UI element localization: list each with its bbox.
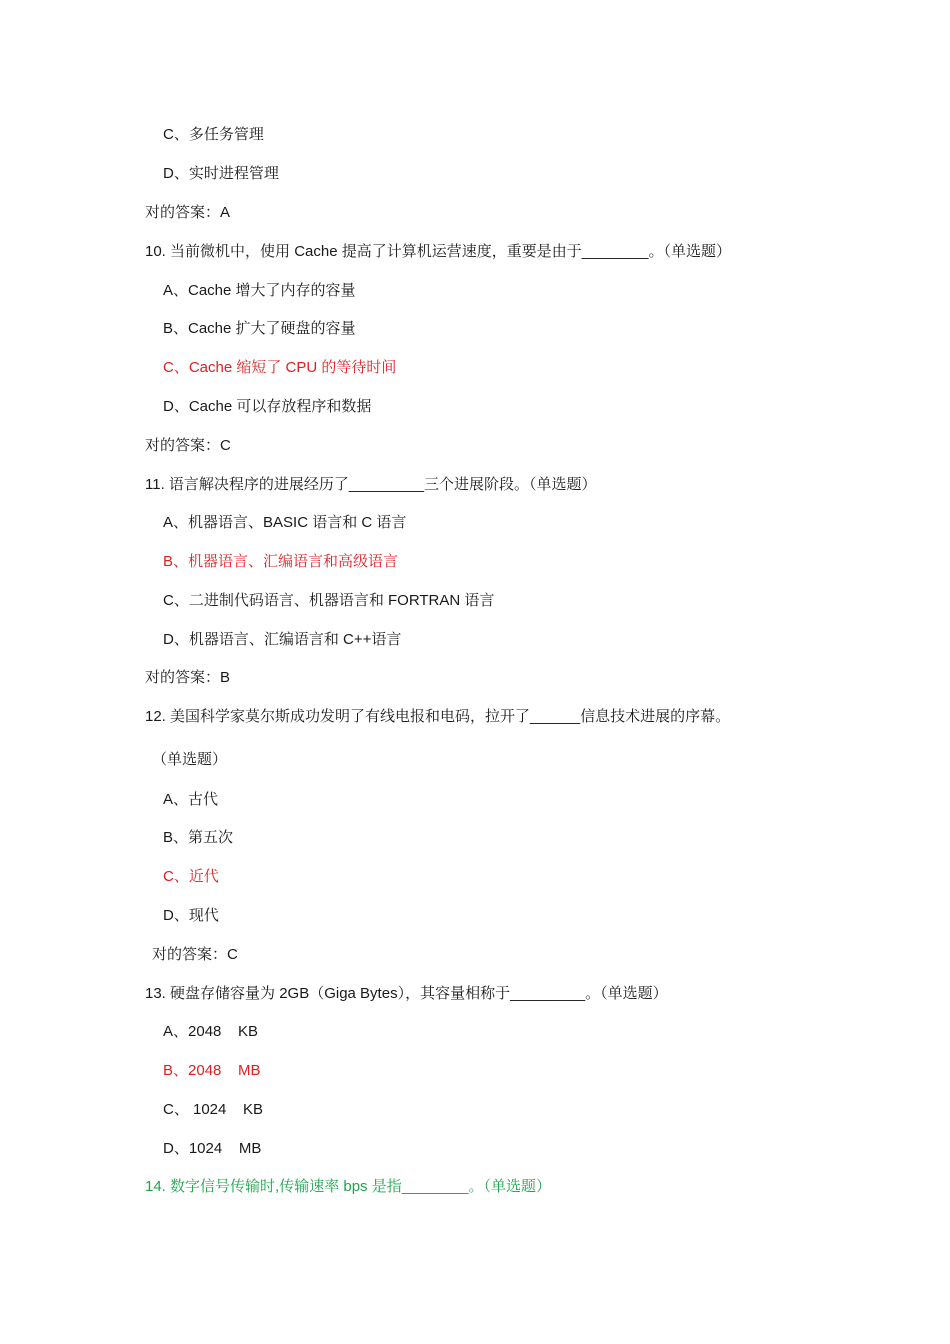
q11-option-b-correct: B、机器语言、汇编语言和高级语言: [163, 553, 399, 570]
q10-option-c-correct: C、Cache 缩短了 CPU 的等待时间: [163, 359, 397, 376]
q12-question-type: （单选题）: [152, 751, 228, 768]
q10-question: 10. 当前微机中，使用 Cache 提高了计算机运营速度，重要是由于________。（单选题）: [145, 243, 731, 260]
q12-question: 12. 美国科学家莫尔斯成功发明了有线电报和电码，拉开了______信息技术进展的序幕。: [145, 708, 731, 725]
q10-option-d: D、Cache 可以存放程序和数据: [163, 398, 372, 415]
q13-option-a: A、2048 KB: [163, 1023, 259, 1040]
q12-option-d: D、现代: [163, 907, 219, 924]
q11-option-a: A、机器语言、BASIC 语言和 C 语言: [163, 514, 407, 531]
q11-option-d: D、机器语言、汇编语言和 C++语言: [163, 631, 402, 648]
q9-option-c: C、多任务管理: [163, 126, 264, 143]
q10-answer: 对的答案：C: [145, 437, 231, 454]
q13-option-c: C、 1024 KB: [163, 1101, 264, 1118]
q12-option-b: B、第五次: [163, 829, 234, 846]
q13-option-d: D、1024 MB: [163, 1140, 262, 1157]
q11-answer: 对的答案：B: [145, 669, 231, 686]
q11-option-c: C、二进制代码语言、机器语言和 FORTRAN 语言: [163, 592, 495, 609]
q10-option-a: A、Cache 增大了内存的容量: [163, 282, 356, 299]
q9-option-d: D、实时进程管理: [163, 165, 279, 182]
q12-answer: 对的答案：C: [152, 946, 238, 963]
q9-answer: 对的答案：A: [145, 204, 231, 221]
q13-option-b-correct: B、2048 MB: [163, 1062, 261, 1079]
q11-question: 11. 语言解决程序的进展经历了_________三个进展阶段。（单选题）: [145, 476, 597, 493]
q12-option-c-correct: C、近代: [163, 868, 219, 885]
q13-question: 13. 硬盘存储容量为 2GB（Giga Bytes），其容量相称于_________。（单选题）: [145, 985, 668, 1002]
q12-option-a: A、古代: [163, 791, 219, 808]
q10-option-b: B、Cache 扩大了硬盘的容量: [163, 320, 356, 337]
q14-question: 14. 数字信号传输时,传输速率 bps 是指________。（单选题）: [145, 1178, 551, 1195]
